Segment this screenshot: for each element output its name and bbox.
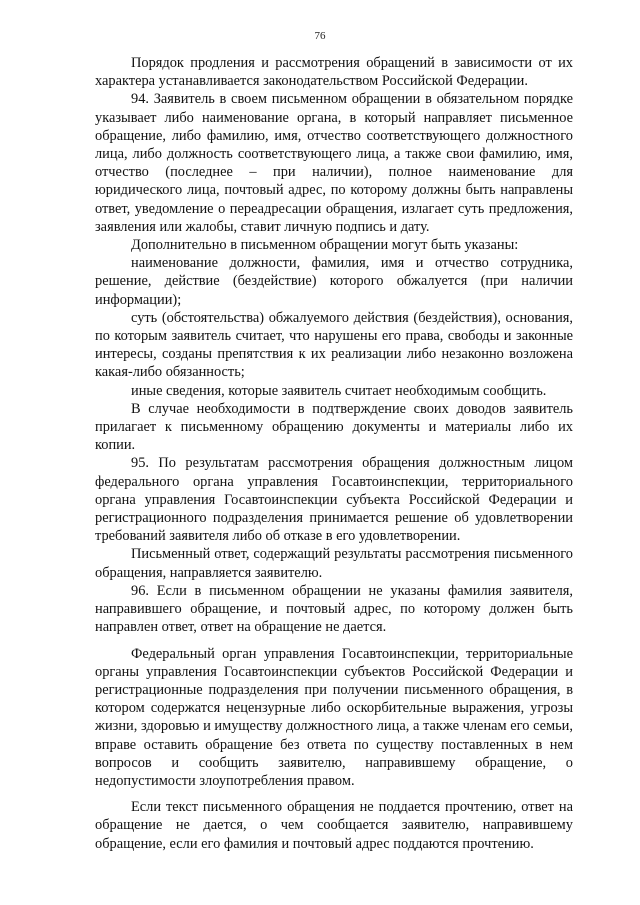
paragraph-96: 96. Если в письменном обращении не указаны фамилия заявителя, направившего обращение, и почтовый адрес, по которому должен быть направлен ответ, ответ на обращение не дается. — [95, 582, 573, 636]
paragraph-94: 94. Заявитель в своем письменном обращении в обязательном порядке указывает либо наименование органа, в который направляет письменное обращение, либо фамилию, имя, отчество соответствующего должностного лица, либо должность соответствующего лица, а также свои фамилию, имя, отчество (последнее – при наличии), полное наименование для юридического лица, почтовый адрес, по которому должны быть направлены ответ, уведомление о переадресации обращения, излагает суть предложения, заявления или жалобы, ставит личную подпись и дату. — [95, 91, 573, 235]
list-item-official: наименование должности, фамилия, имя и отчество сотрудника, решение, действие (бездействие) которого обжалуется (при наличии информации); — [95, 255, 573, 308]
paragraph-unreadable-text: Если текст письменного обращения не поддается прочтению, ответ на обращение не дается, о чем сообщается заявителю, направившему обращение, если его фамилия и почтовый адрес поддаются прочтению. — [95, 799, 573, 852]
page-number: 76 — [314, 30, 326, 42]
list-item-essence: суть (обстоятельства) обжалуемого действия (бездействия), основания, по которым заявитель считает, что нарушены его права, свободы и законные интересы, созданы препятствия к их реализации либо незаконно возложена какая-либо обязанность; — [95, 309, 573, 381]
paragraph-95: 95. По результатам рассмотрения обращения должностным лицом федерального органа управления Госавтоинспекции, территориального органа управления Госавтоинспекции субъекта Российской Федерации и регистрационного подразделения принимается решение об удовлетворении требований заявителя либо об отказе в его удовлетворении. — [95, 455, 573, 545]
document-body — [95, 54, 573, 853]
paragraph-attachments: В случае необходимости в подтверждение своих доводов заявитель прилагает к письменному обращению документы и материалы либо их копии. — [95, 400, 573, 454]
list-item-other-info: иные сведения, которые заявитель считает необходимым сообщить. — [131, 382, 547, 399]
paragraph-written-answer: Письменный ответ, содержащий результаты рассмотрения письменного обращения, направляется заявителю. — [95, 546, 573, 581]
paragraph-additional-info: Дополнительно в письменном обращении могут быть указаны: — [131, 237, 519, 254]
paragraph-abusive-content: Федеральный орган управления Госавтоинспекции, территориальные органы управления Госавтоинспекции субъектов Российской Федерации и регистрационные подразделения при получении письменного обращения, в котором содержатся нецензурные либо оскорбительные выражения, угрозы жизни, здоровью и имуществу должностного лица, а также членам его семьи, вправе оставить обращение без ответа по существу поставленных в нем вопросов и сообщить заявителю, направившему обращение, о недопустимости злоупотребления правом. — [95, 645, 573, 789]
paragraph-procedure: Порядок продления и рассмотрения обращений в зависимости от их характера устанавливается законодательством Российской Федерации. — [95, 55, 573, 90]
